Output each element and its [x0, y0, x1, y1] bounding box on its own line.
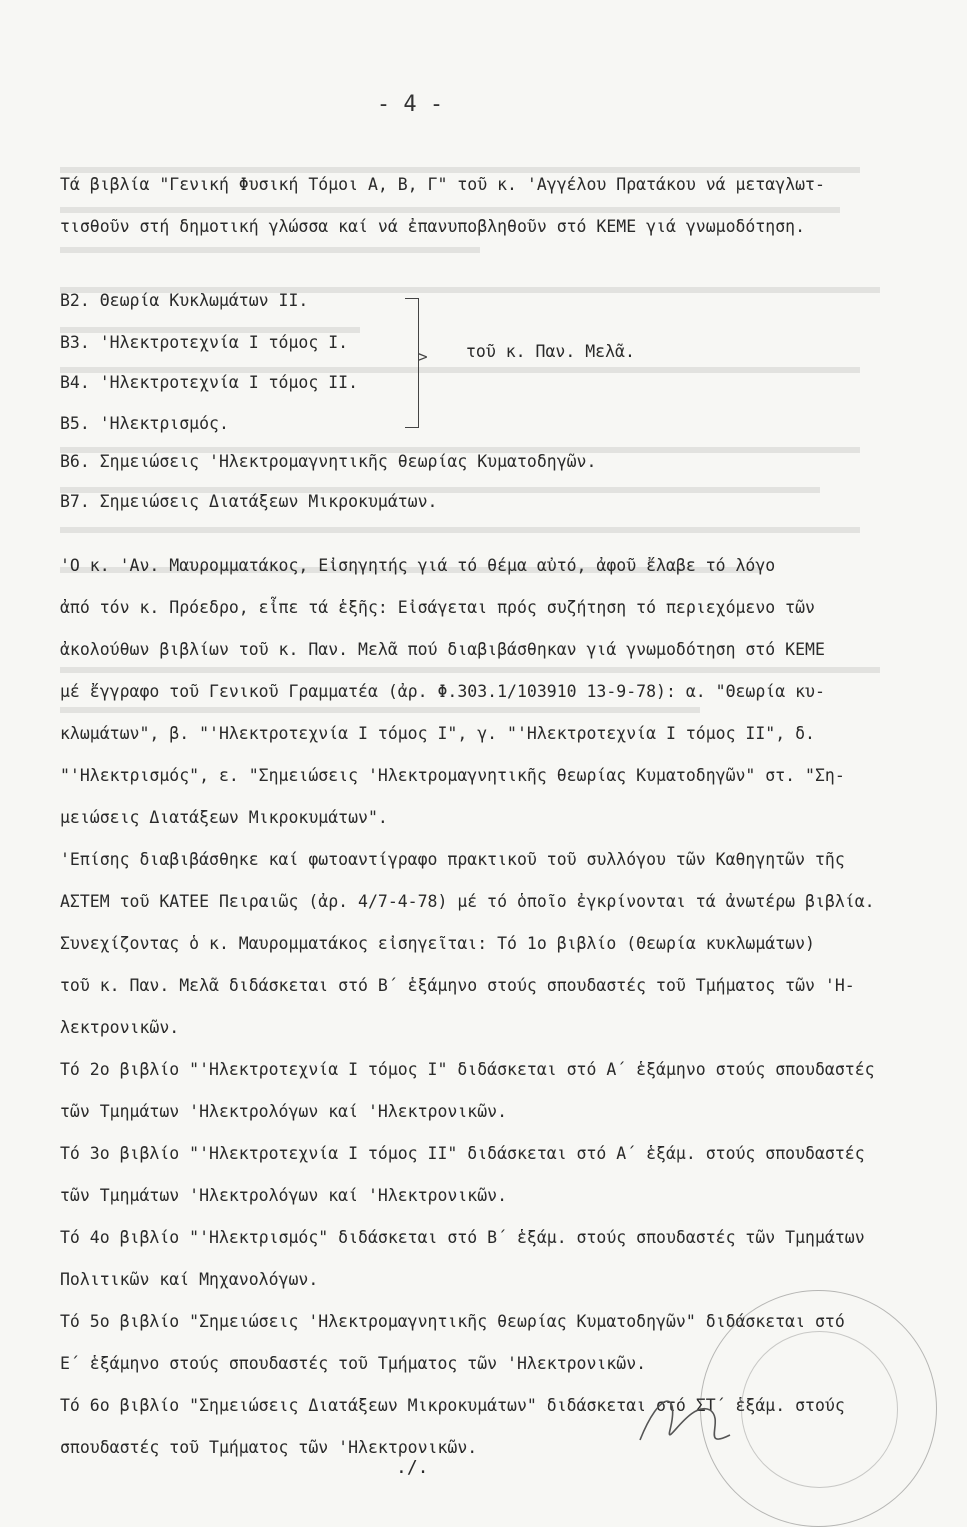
book-list-item: Β3. 'Ηλεκτροτεχνία Ι τόμος Ι. [60, 333, 349, 352]
body-line: Τό 3ο βιβλίο "'Ηλεκτροτεχνία Ι τόμος ΙΙ" διδάσκεται στό Α΄ ἑξάμ. στούς σπουδαστές [60, 1144, 865, 1163]
body-line: ἀπό τόν κ. Πρόεδρο, εἶπε τά ἑξῆς: Εἰσάγεται πρός συζήτηση τό περιεχόμενο τῶν [60, 598, 815, 617]
body-line: ΑΣΤΕΜ τοῦ ΚΑΤΕΕ Πειραιῶς (ἀρ. 4/7-4-78) μέ τό ὁποῖο ἐγκρίνονται τά ἀνωτέρω βιβλία. [60, 892, 875, 911]
body-line: Τό 2ο βιβλίο "'Ηλεκτροτεχνία Ι τόμος Ι" διδάσκεται στό Α΄ ἑξάμηνο στούς σπουδαστές [60, 1060, 875, 1079]
body-line: Τό 6ο βιβλίο "Σημειώσεις Διατάξεων Μικροκυμάτων" διδάσκεται στό ΣΤ΄ ἑξάμ. στούς [60, 1396, 845, 1415]
book-list-item: Β5. 'Ηλεκτρισμός. [60, 414, 229, 433]
body-line: Πολιτικῶν καί Μηχανολόγων. [60, 1270, 319, 1289]
body-line: σπουδαστές τοῦ Τμήματος τῶν 'Ηλεκτρονικῶν. [60, 1438, 478, 1457]
body-line: λεκτρονικῶν. [60, 1018, 180, 1037]
brace-point-icon: > [418, 347, 428, 366]
body-line: Τό 5ο βιβλίο "Σημειώσεις 'Ηλεκτρομαγνητικῆς θεωρίας Κυματοδηγῶν" διδάσκεται στό [60, 1312, 845, 1331]
body-line: μειώσεις Διατάξεων Μικροκυμάτων". [60, 808, 388, 827]
signature-mark [630, 1380, 750, 1460]
body-line: τῶν Τμημάτων 'Ηλεκτρολόγων καί 'Ηλεκτρονικῶν. [60, 1102, 508, 1121]
body-line: "'Ηλεκτρισμός", ε. "Σημειώσεις 'Ηλεκτρομαγνητικῆς θεωρίας Κυματοδηγῶν" στ. "Ση- [60, 766, 845, 785]
page-number: - 4 - [376, 92, 444, 117]
body-line: 'Επίσης διαβιβάσθηκε καί φωτοαντίγραφο πρακτικοῦ τοῦ συλλόγου τῶν Καθηγητῶν τῆς [60, 850, 845, 869]
seal-inner-ring [741, 1331, 898, 1488]
body-line: τοῦ κ. Παν. Μελᾶ διδάσκεται στό Β΄ ἑξάμηνο στούς σπουδαστές τοῦ Τμήματος τῶν 'Η- [60, 976, 855, 995]
body-line: κλωμάτων", β. "'Ηλεκτροτεχνία Ι τόμος Ι", γ. "'Ηλεκτροτεχνία Ι τόμος ΙΙ", δ. [60, 724, 815, 743]
brace-author-label: τοῦ κ. Παν. Μελᾶ. [466, 342, 635, 361]
body-line: τῶν Τμημάτων 'Ηλεκτρολόγων καί 'Ηλεκτρονικῶν. [60, 1186, 508, 1205]
intro-line: τισθοῦν στή δημοτική γλώσσα καί νά ἐπανυποβληθοῦν στό ΚΕΜΕ γιά γνωμοδότηση. [60, 217, 806, 236]
book-list-item: Β7. Σημειώσεις Διατάξεων Μικροκυμάτων. [60, 492, 438, 511]
intro-line: Τά βιβλία "Γενική Φυσική Τόμοι Α, Β, Γ" τοῦ κ. 'Αγγέλου Πρατάκου νά μεταγλωτ- [60, 175, 825, 194]
body-line: Τό 4ο βιβλίο "'Ηλεκτρισμός" διδάσκεται στό Β΄ ἑξάμ. στούς σπουδαστές τῶν Τμημάτων [60, 1228, 865, 1247]
intro-paragraph [60, 164, 920, 248]
body-line: μέ ἔγγραφο τοῦ Γενικοῦ Γραμματέα (ἀρ. Φ.303.1/103910 13-9-78): α. "Θεωρία κυ- [60, 682, 825, 701]
book-list-item: Β6. Σημειώσεις 'Ηλεκτρομαγνητικῆς θεωρίας Κυματοδηγῶν. [60, 452, 597, 471]
body-line: 'Ο κ. 'Αν. Μαυρομματάκος, Εἰσηγητής γιά τό θέμα αὐτό, ἀφοῦ ἔλαβε τό λόγο [60, 556, 776, 575]
body-line: Ε΄ ἑξάμηνο στούς σπουδαστές τοῦ Τμήματος τῶν 'Ηλεκτρονικῶν. [60, 1354, 647, 1373]
book-list-item: Β4. 'Ηλεκτροτεχνία Ι τόμος ΙΙ. [60, 373, 359, 392]
body-line: Συνεχίζοντας ὁ κ. Μαυρομματάκος εἰσηγεῖται: Τό 1ο βιβλίο (Θεωρία κυκλωμάτων) [60, 934, 815, 953]
body-line: ἀκολούθων βιβλίων τοῦ κ. Παν. Μελᾶ πού διαβιβάσθηκαν γιά γνωμοδότηση στό ΚΕΜΕ [60, 640, 825, 659]
grouping-brace [400, 298, 419, 428]
page-end-mark: ./. [396, 1457, 429, 1478]
book-list-item: Β2. Θεωρία Κυκλωμάτων ΙΙ. [60, 291, 309, 310]
